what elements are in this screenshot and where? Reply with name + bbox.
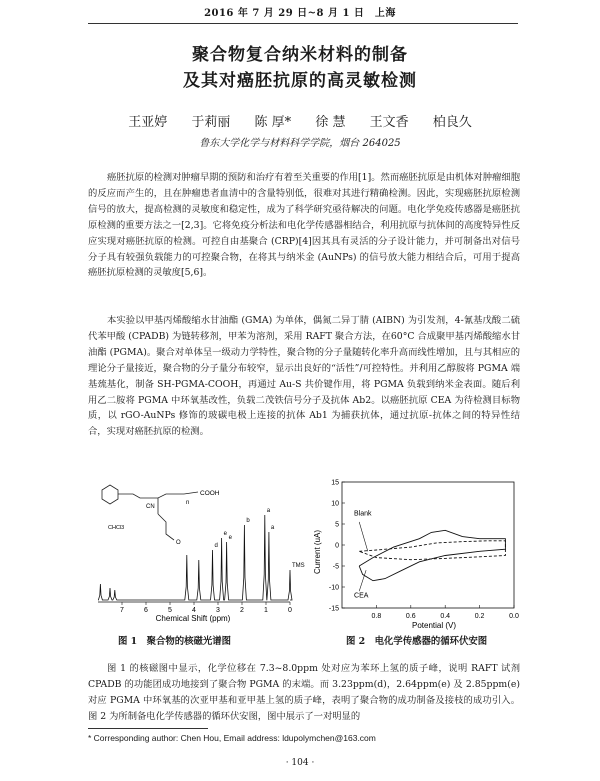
cooh-label: COOH [200,490,220,497]
figure-1-caption [118,633,231,647]
nmr-x-tick-label: 5 [168,607,172,614]
page-number: · 104 · [285,758,315,768]
nmr-x-tick-label: 2 [240,607,244,614]
nmr-peak-label: a [266,508,271,514]
nmr-x-tick-label: 3 [216,607,220,614]
cv-y-tick-label: 15 [331,479,339,487]
paper-title-line1: 聚合物复合纳米材料的制备 [192,45,408,65]
nmr-x-tick-label: 4 [192,607,196,614]
cv-x-tick-label: 0.4 [440,613,451,620]
figure-2-caption-text: 电化学传感器的循环伏安图 [374,636,488,647]
body-paragraph-1: 癌胚抗原的检测对肿瘤早期的预防和治疗有着至关重要的作用[1]。然而癌胚抗原是由机体对肿瘤细胞的反应而产生的，且在肿瘤患者血清中的含量特别低，很难对其进行精确检测。因此，实现癌胚抗原检测信号的放大，提高检测的灵敏度和稳定性，成为了科学研究亟待解决的问题。电化学免疫传感器是癌胚抗原检测的重要方法之一[2,3]。它将免疫分析法和电化学传感器相结合，利用抗原与抗体间的高度特异性反应实现对癌胚抗原的检测。可控自由基聚合 (CRP)[4]因其具有灵活的分子设计能力，并可制备出对信号分子具有较强负载能力的可控聚合物，在将其与纳米金 (AuNPs) 的信号放大能力相结合后，可用于提高癌胚抗原检测的灵敏度[5,6]。 [88,172,520,279]
nmr-peak-label: e [228,535,232,541]
author: 于莉丽 [191,115,231,130]
nmr-peak-label: e [223,531,227,537]
author: 陈 厚* [254,115,292,130]
n-subscript: n [186,500,190,506]
cv-x-tick-label: 0.2 [474,613,485,620]
nmr-spectrum-line [98,515,292,600]
header-rule [88,23,518,24]
chcl3-label: CHCl3 [108,525,125,531]
cv-cea-curve [359,530,505,580]
nmr-x-label: Chemical Shift (ppm) [155,614,231,623]
oxygen-label: O [176,540,181,546]
nmr-x-tick-label: 7 [120,607,124,614]
affiliation: 鲁东大学化学与材料科学学院，烟台 264025 [199,138,401,149]
cv-x-tick-label: 0.6 [405,613,416,620]
author: 王亚婷 [128,115,168,130]
side-chain [158,514,174,540]
cv-x-tick-label: 0.0 [509,613,519,620]
author-list [0,111,600,130]
nmr-peak-label: d [214,543,218,549]
cv-legend-blank: Blank [354,510,372,518]
figure-1-caption-text: 聚合物的核磁光谱图 [146,636,231,647]
cv-y-tick-label: 5 [335,521,339,529]
cv-x-label: Potential (V) [411,621,457,630]
nmr-peak-label: b [246,518,250,524]
figure-1-caption-label: 图 1 [118,636,138,647]
cv-plot-area [329,480,519,621]
author: 柏良久 [432,115,472,130]
cv-frame [342,482,514,608]
cv-y-label: Current (uA) [313,529,322,575]
nmr-peak-label: TMS [292,563,305,569]
cv-y-tick-label: 10 [331,500,339,508]
cn-label: CN [146,504,155,510]
figure-2-caption-label: 图 2 [346,636,366,647]
cv-y-tick-label: -15 [328,605,339,613]
figure-2-caption [346,633,487,647]
cv-y-tick-label: -10 [328,584,339,592]
cv-x-tick-label: 0.8 [371,613,382,620]
cv-y-tick-label: 0 [335,542,339,550]
body-paragraph-2: 本实验以甲基丙烯酸缩水甘油酯 (GMA) 为单体，偶氮二异丁腈 (AIBN) 为引发剂，4-氰基戊酸二硫代苯甲酸 (CPADB) 为链转移剂，甲苯为溶剂，采用 RAFT 聚合方法，在60°C 合成聚甲基丙烯酸缩水甘油酯 (PGMA)。聚合对单体呈一级动力学特性，聚合物的分子量随转化率升高而线性增加，且与其相应的理论分子量接近，聚合物的分子量分布较窄，显示出良好的“活性”/可控特性。并利用乙醇胺将 PGMA 端基巯基化，制备 SH-PGMA-COOH，再通过 Au-S 共价键作用，将 PGMA 负载到纳米金表面。随后利用乙二胺将 PGMA 中环氧基改性，负载二茂铁信号分子及抗体 Ab2。以癌胚抗原 CEA 为待检测目标物质，以 rGO-AuNPs 修饰的玻碳电极上连接的抗体 Ab1 为捕获抗体，通过抗原-抗体之间的特异性结合，实现对癌胚抗原的检测。 [88,315,520,438]
paper-title-line2: 及其对癌胚抗原的高灵敏检测 [183,71,417,91]
footnote: * Corresponding author: Chen Hou, Email address: ldupolymchen@163.com [88,733,376,743]
nmr-x-tick-label: 6 [144,607,148,614]
nmr-peak-label: a [270,525,275,531]
benzene-ring [102,485,118,504]
cv-legend-blank-pointer [359,522,368,551]
running-head: 2016 年 7 月 29 日~8 月 1 日 上海 [204,8,396,19]
acid-bond [184,492,198,494]
figure-1-nmr [88,478,305,628]
nmr-x-tick-label: 1 [264,607,268,614]
cv-y-tick-label: -5 [332,563,339,571]
nmr-plot-area [98,508,305,614]
author: 徐 慧 [315,115,346,130]
cv-blank-curve [359,541,505,560]
body-paragraph-3: 图 1 的核磁图中显示，化学位移在 7.3~8.0ppm 处对应为苯环上氢的质子峰，说明 RAFT 试剂 CPADB 的功能团成功地接到了聚合物 PGMA 的末端。而 3.23ppm(d)，2.64ppm(e) 及 2.85ppm(e) 对应 PGMA 中环氧基的次亚甲基和亚甲基上氢的质子峰，表明了聚合物的成功制备及接枝的成功引入。图 2 为所制备电化学传感器的循环伏安图，图中展示了一对明显的 [88,663,520,722]
author: 王文香 [369,115,409,130]
nmr-x-tick-label: 0 [288,607,292,614]
cv-legend-cea: CEA [354,592,369,600]
backbone [118,494,184,498]
footnote-rule [88,728,208,729]
figure-2-cv [308,472,520,632]
chemical-structure [102,485,198,540]
